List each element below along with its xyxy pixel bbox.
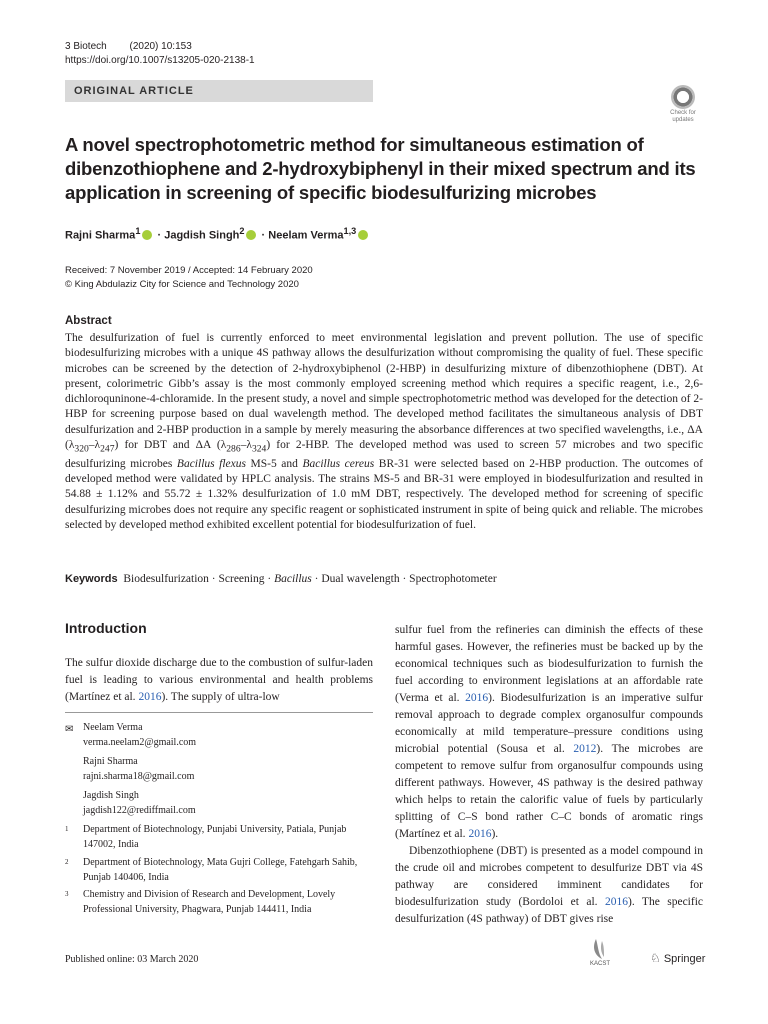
- springer-horse-icon: ♘: [650, 951, 661, 965]
- citation-link[interactable]: 2012: [573, 743, 597, 755]
- author-affil-sup: 2: [239, 226, 245, 236]
- corresponding-author-name: Neelam Verma: [83, 722, 143, 733]
- citation-link[interactable]: 2016: [138, 691, 162, 703]
- kacst-emblem-icon: [590, 937, 646, 967]
- article-dates: [65, 264, 313, 292]
- publisher-logo: [650, 951, 705, 965]
- orcid-icon[interactable]: [358, 230, 368, 240]
- author-separator: ·: [157, 229, 162, 242]
- affiliation-3: 3 Chemistry and Division of Research and Development, Lovely Professional University, Phagwara, Punjab 144411, India: [65, 889, 336, 915]
- affiliation-2: 2 Department of Biotechnology, Mata Gujri College, Fatehgarh Sahib, Punjab 140406, India: [65, 857, 358, 883]
- footnote-divider: [65, 712, 373, 713]
- orcid-icon[interactable]: [142, 230, 152, 240]
- check-updates-icon: [671, 85, 695, 109]
- abstract-text: The desulfurization of fuel is currently enforced to meet environmental legislation and prevent pollution. The use of specific biodesulfurizing microbes with a unique 4S pathway allows the desulfurization without compromising the quality of fuel. These specific microbes can be screened by the detection of 2-hydroxybiphenol (2-HBP) in desulfurizing mixture of dibenzothiophene (DBT). At present, colorimetric Gibb’s assay is the most commonly employed screening method which requires a specific reagent, i.e., 2,6-dichloroquninone-4-chloramide. In the present study, a novel and simple spectrophotometric method was developed for the detection of 2-HBP for screening purpose based on dual wavelength method. The developed method facilitates the simultaneous analysis of DBT desulfurization and 2-HBP production in a sample by merely measuring the absorbance differences at two specified wavelengths, i.e., ΔA $(\lambda_{320}-\lambda_{247})$ for DBT and ΔA $(\lambda_{286}-\lambda_{324})$ for 2-HBP. The developed method was used to screen 57 microbes and two specific desulfurizing microbes Bacillus flexus MS-5 and Bacillus cereus BR-31 were selected based on 2-HBP production. The outcomes of developed method were validated by HPLC analysis. The strains MS-5 and BR-31 were employed in biodesulfurization and resulted in 54.88 ± 1.12% and 55.72 ± 1.32% desulfurization of 1.0 mM DBT, respectively. The developed method for screening of specific desulfurizing microbes does not require any specific reagent or sophisticated instrument in spite of being quick and reliable. The microbes selected by developed method exhibited excellent potential for biodesulfurization of fuel.: [65, 332, 703, 531]
- citation-link[interactable]: 2016: [465, 692, 489, 704]
- mail-icon: ✉: [65, 724, 74, 735]
- author-name[interactable]: Rajni Sharma: [65, 229, 136, 242]
- journal-citation: [65, 40, 192, 54]
- author-affil-sup: 1: [135, 226, 141, 236]
- published-online-date: Published online: 03 March 2020: [65, 954, 199, 965]
- author-email[interactable]: jagdish122@rediffmail.com: [83, 805, 196, 816]
- keywords-line: Keywords Biodesulfurization · Screening · Bacillus · Dual wavelength · Spectrophotometer: [65, 573, 497, 585]
- check-for-updates-button[interactable]: [663, 85, 703, 125]
- correspondence-block: [65, 720, 196, 818]
- journal-name: 3 Biotech: [65, 41, 107, 52]
- author-affil-sup: 1,3: [343, 226, 357, 236]
- affiliation-1: 1 Department of Biotechnology, Punjabi University, Patiala, Punjab 147002, India: [65, 824, 347, 850]
- introduction-col1-text: The sulfur dioxide discharge due to the combustion of sulfur-laden fuel is leading to various environmental and health problems (Martínez et al. 2016). The supply of ultra-low: [65, 657, 373, 703]
- doi-link[interactable]: https://doi.org/10.1007/s13205-020-2138-1: [65, 55, 255, 66]
- introduction-col2-text: sulfur fuel from the refineries can diminish the effects of these harmful gases. However, the refineries must be backed up by the economical techniques such as biodesulfurization to furnish the fuel according to environment legislations at an affordable rate (Verma et al. 2016). Biodesulfurization is an imperative sulfur removal approach to degrade complex organosulfur compounds economically at mild temperature–pressure conditions using microbial potential (Sousa et al. 2012). The microbes are competent to remove sulfur from organosulfur compounds using different pathways. However, 4S pathway is the desired pathway which helps to retain the calorific value of fuels by particularly splitting of C–S bond rather C–C bonds of aromatic rings (Martínez et al. 2016). Dibenzothiophene (DBT) is presented as a model compound in the crude oil and microbes competent to desulfurize DBT via 4S pathway are considered imminent candidates for biodesulfurization study (Bordoloi et al. 2016). The specific desulfurization (4S pathway) of DBT gives rise: [395, 624, 703, 925]
- orcid-icon[interactable]: [246, 230, 256, 240]
- author-name[interactable]: Jagdish Singh: [164, 229, 240, 242]
- copyright-line: © King Abdulaziz City for Science and Technology 2020: [65, 279, 299, 290]
- author-name-footnote: Jagdish Singh: [83, 790, 139, 801]
- author-list: [65, 226, 370, 242]
- check-updates-label: Check for updates: [670, 110, 696, 123]
- received-accepted-dates: Received: 7 November 2019 / Accepted: 14 February 2020: [65, 265, 313, 276]
- article-type-banner: ORIGINAL ARTICLE: [65, 80, 373, 102]
- citation-link[interactable]: 2016: [604, 896, 628, 908]
- journal-volume: (2020) 10:153: [129, 41, 192, 52]
- author-name[interactable]: Neelam Verma: [268, 229, 344, 242]
- author-email[interactable]: rajni.sharma18@gmail.com: [83, 771, 195, 782]
- publisher-name: Springer: [663, 953, 706, 965]
- introduction-heading: Introduction: [65, 620, 147, 636]
- paper-title: A novel spectrophotometric method for simultaneous estimation of dibenzothiophene and 2-hydroxybiphenyl in their mixed spectrum and its application in screening of specific biodesulfurizing microbes: [65, 134, 696, 203]
- keywords-label: Keywords: [65, 573, 118, 585]
- citation-link[interactable]: 2016: [468, 828, 492, 840]
- author-separator: ·: [261, 229, 266, 242]
- author-name-footnote: Rajni Sharma: [83, 756, 138, 767]
- kacst-label: KACST: [590, 961, 611, 967]
- abstract-heading: Abstract: [65, 315, 112, 327]
- author-email[interactable]: verma.neelam2@gmail.com: [83, 737, 197, 748]
